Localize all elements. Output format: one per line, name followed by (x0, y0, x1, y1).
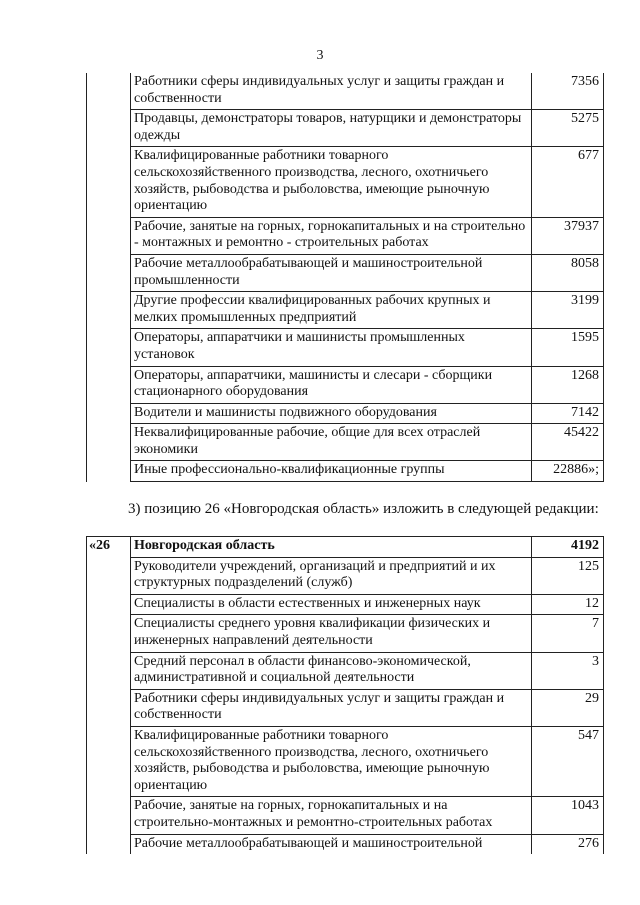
profession-group-name: Продавцы, демонстраторы товаров, натурщики и демонстраторы одежды (131, 110, 532, 147)
profession-group-name: Руководители учреждений, организаций и предприятий и их структурных подразделений (служб) (131, 557, 532, 594)
profession-group-value: 45422 (532, 424, 604, 461)
row-number-cell (87, 403, 131, 424)
table-row (87, 424, 604, 461)
profession-group-value: 1043 (532, 797, 604, 834)
profession-group-value: 7356 (532, 73, 604, 110)
profession-group-value: 5275 (532, 110, 604, 147)
row-number-cell (87, 329, 131, 366)
row-number-cell (87, 147, 131, 217)
profession-group-name: Специалисты в области естественных и инженерных наук (131, 594, 532, 615)
table-row (87, 797, 604, 834)
row-number-cell (87, 217, 131, 254)
profession-group-value: 12 (532, 594, 604, 615)
row-number-cell (87, 110, 131, 147)
profession-group-value: 7 (532, 615, 604, 652)
row-number-cell (87, 834, 131, 854)
profession-group-name: Операторы, аппаратчики и машинисты промышленных установок (131, 329, 532, 366)
profession-group-value: 22886»; (532, 461, 604, 482)
page-number: 3 (316, 48, 324, 63)
table-header-row (87, 537, 604, 558)
profession-group-value: 276 (532, 834, 604, 854)
profession-group-name: Водители и машинисты подвижного оборудования (131, 403, 532, 424)
profession-group-name: Средний персонал в области финансово-экономической, административной и социальной деятельности (131, 652, 532, 689)
profession-group-name: Квалифицированные работники товарного сельскохозяйственного производства, лесного, охотничьего хозяйств, рыбоводства и рыболовства, имеющие рыночную ориентацию (131, 147, 532, 217)
row-number-cell (87, 424, 131, 461)
row-number-cell (87, 594, 131, 615)
profession-group-value: 1268 (532, 366, 604, 403)
profession-group-value: 3 (532, 652, 604, 689)
profession-group-name: Рабочие, занятые на горных, горнокапитальных и на строительно - монтажных и ремонтно - строительных работах (131, 217, 532, 254)
profession-group-value: 677 (532, 147, 604, 217)
region-total: 4192 (532, 537, 604, 558)
profession-group-name: Неквалифицированные рабочие, общие для всех отраслей экономики (131, 424, 532, 461)
row-number-cell (87, 797, 131, 834)
profession-group-value: 8058 (532, 254, 604, 291)
profession-group-value: 3199 (532, 292, 604, 329)
profession-group-name: Специалисты среднего уровня квалификации физических и инженерных направлений деятельности (131, 615, 532, 652)
profession-group-name: Работники сферы индивидуальных услуг и защиты граждан и собственности (131, 689, 532, 726)
table-row (87, 557, 604, 594)
row-number-cell (87, 726, 131, 796)
profession-group-name: Рабочие, занятые на горных, горнокапитальных и на строительно-монтажных и ремонтно-строительных работах (131, 797, 532, 834)
profession-group-value: 37937 (532, 217, 604, 254)
row-number-cell (87, 615, 131, 652)
row-number-cell (87, 557, 131, 594)
amendment-paragraph: 3) позицию 26 «Новгородская область» изложить в следующей редакции: (128, 501, 599, 517)
table-row (87, 292, 604, 329)
profession-group-value: 125 (532, 557, 604, 594)
region-name: Новгородская область (131, 537, 532, 558)
profession-group-value: 7142 (532, 403, 604, 424)
profession-table-continued (86, 73, 604, 482)
row-number-cell (87, 461, 131, 482)
row-number-cell (87, 292, 131, 329)
profession-group-name: Работники сферы индивидуальных услуг и защиты граждан и собственности (131, 73, 532, 110)
position-number: «26 (87, 537, 131, 558)
profession-group-value: 29 (532, 689, 604, 726)
row-number-cell (87, 254, 131, 291)
table-row (87, 726, 604, 796)
table-row (87, 73, 604, 110)
table-row (87, 147, 604, 217)
row-number-cell (87, 73, 131, 110)
profession-group-name: Квалифицированные работники товарного сельскохозяйственного производства, лесного, охотничьего хозяйств, рыбоводства и рыболовства, имеющие рыночную ориентацию (131, 726, 532, 796)
table-row (87, 254, 604, 291)
table-row (87, 615, 604, 652)
table-row (87, 366, 604, 403)
row-number-cell (87, 366, 131, 403)
novgorod-region-table (86, 536, 604, 854)
profession-group-name: Операторы, аппаратчики, машинисты и слесари - сборщики стационарного оборудования (131, 366, 532, 403)
table-row (87, 110, 604, 147)
table-row (87, 329, 604, 366)
row-number-cell (87, 689, 131, 726)
table-row (87, 403, 604, 424)
profession-group-value: 1595 (532, 329, 604, 366)
profession-group-name: Рабочие металлообрабатывающей и машиностроительной (131, 834, 532, 854)
table-row (87, 461, 604, 482)
table-row (87, 594, 604, 615)
table-row (87, 689, 604, 726)
table-row (87, 834, 604, 854)
profession-group-name: Рабочие металлообрабатывающей и машиностроительной промышленности (131, 254, 532, 291)
table-row (87, 652, 604, 689)
profession-group-value: 547 (532, 726, 604, 796)
profession-group-name: Другие профессии квалифицированных рабочих крупных и мелких промышленных предприятий (131, 292, 532, 329)
table-row (87, 217, 604, 254)
row-number-cell (87, 652, 131, 689)
profession-group-name: Иные профессионально-квалификационные группы (131, 461, 532, 482)
